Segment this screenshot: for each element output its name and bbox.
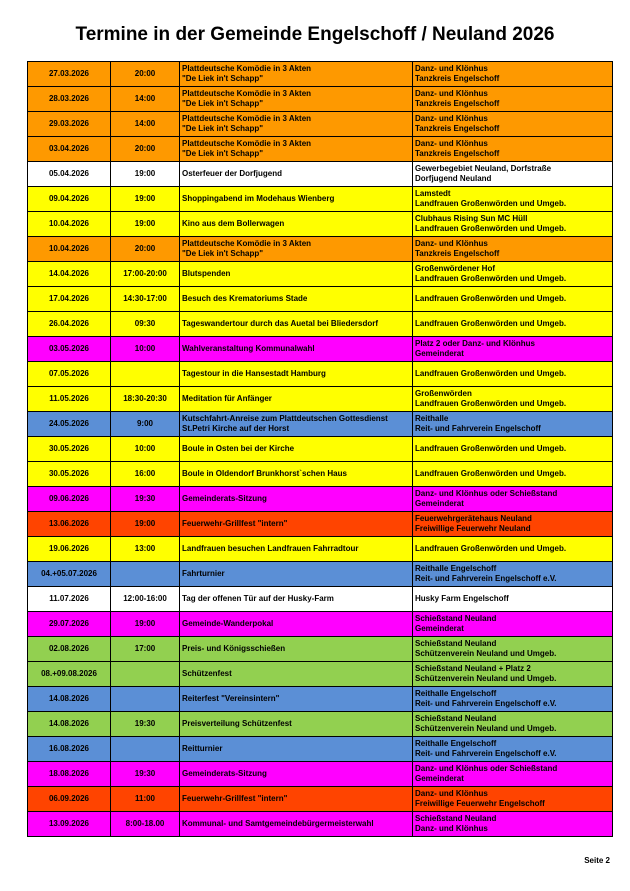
event-time: 20:00: [111, 62, 180, 87]
event-time: 16:00: [111, 462, 180, 487]
event-row: [28, 187, 613, 212]
event-place: [413, 387, 613, 412]
event-time: [111, 562, 180, 587]
event-title: [180, 62, 413, 87]
event-title: [180, 587, 413, 612]
event-place-line: Landfrauen Großenwörden und Umgeb.: [415, 294, 567, 303]
event-title-line: St.Petri Kirche auf der Horst: [182, 424, 290, 433]
event-place-line: Gewerbegebiet Neuland, Dorfstraße: [415, 164, 552, 173]
event-title-line: Plattdeutsche Komödie in 3 Akten: [182, 89, 312, 98]
event-place-line: Großenwördener Hof: [415, 264, 496, 273]
event-time: 13:00: [111, 537, 180, 562]
event-date: 11.07.2026: [28, 587, 111, 612]
event-place: [413, 437, 613, 462]
event-title-line: "De Liek in't Schapp": [182, 74, 264, 83]
event-place-line: Reit- und Fahrverein Engelschoff: [415, 424, 541, 433]
event-time: 8:00-18.00: [111, 812, 180, 837]
event-place: [413, 787, 613, 812]
event-row: [28, 487, 613, 512]
event-title: [180, 412, 413, 437]
event-row: [28, 687, 613, 712]
event-place: [413, 487, 613, 512]
event-time: [111, 687, 180, 712]
page-title: Termine in der Gemeinde Engelschoff / Neuland 2026: [75, 24, 555, 45]
event-place: [413, 162, 613, 187]
event-place: [413, 562, 613, 587]
event-title: [180, 312, 413, 337]
event-place: [413, 737, 613, 762]
event-title-line: Besuch des Krematoriums Stade: [182, 294, 308, 303]
event-title-line: Boule in Osten bei der Kirche: [182, 444, 295, 453]
event-place: [413, 337, 613, 362]
event-date: 07.05.2026: [28, 362, 111, 387]
event-time: 19:00: [111, 612, 180, 637]
event-title: [180, 512, 413, 537]
event-title-line: Plattdeutsche Komödie in 3 Akten: [182, 114, 312, 123]
event-title: [180, 737, 413, 762]
event-place-line: Tanzkreis Engelschoff: [415, 124, 500, 133]
event-row: [28, 587, 613, 612]
event-place: [413, 537, 613, 562]
event-time: 14:00: [111, 112, 180, 137]
event-date: 14.08.2026: [28, 687, 111, 712]
event-date: 29.03.2026: [28, 112, 111, 137]
event-title-line: "De Liek in't Schapp": [182, 99, 264, 108]
event-place-line: Dorfjugend Neuland: [415, 174, 492, 183]
event-place: [413, 637, 613, 662]
event-time: 10:00: [111, 437, 180, 462]
event-title-line: Kommunal- und Samtgemeindebürgermeisterwahl: [182, 819, 374, 828]
event-place: [413, 612, 613, 637]
event-title: [180, 562, 413, 587]
event-place-line: Tanzkreis Engelschoff: [415, 249, 500, 258]
page-number: Seite 2: [584, 856, 610, 865]
event-place-line: Landfrauen Großenwörden und Umgeb.: [415, 469, 567, 478]
event-row: [28, 237, 613, 262]
event-place: [413, 587, 613, 612]
event-place-line: Tanzkreis Engelschoff: [415, 99, 500, 108]
event-place: [413, 87, 613, 112]
event-place-line: Danz- und Klönhus: [415, 114, 488, 123]
event-place: [413, 687, 613, 712]
event-place-line: Reit- und Fahrverein Engelschoff e.V.: [415, 749, 557, 758]
event-date: 14.08.2026: [28, 712, 111, 737]
event-row: [28, 337, 613, 362]
event-row: [28, 112, 613, 137]
event-time: 20:00: [111, 137, 180, 162]
event-place-line: Großenwörden: [415, 389, 472, 398]
event-row: [28, 637, 613, 662]
event-row: [28, 437, 613, 462]
event-title: [180, 87, 413, 112]
event-time: [111, 737, 180, 762]
event-title: [180, 712, 413, 737]
event-time: 9:00: [111, 412, 180, 437]
event-title-line: Gemeinderats-Sitzung: [182, 769, 267, 778]
event-place-line: Schießstand Neuland: [415, 639, 497, 648]
event-place-line: Platz 2 oder Danz- und Klönhus: [415, 339, 536, 348]
event-date: 04.+05.07.2026: [28, 562, 111, 587]
event-place: [413, 212, 613, 237]
event-title-line: Schützenfest: [182, 669, 232, 678]
event-title: [180, 687, 413, 712]
event-row: [28, 87, 613, 112]
event-time: 14:30-17:00: [111, 287, 180, 312]
event-date: 09.06.2026: [28, 487, 111, 512]
event-place-line: Landfrauen Großenwörden und Umgeb.: [415, 199, 567, 208]
event-time: 10:00: [111, 337, 180, 362]
event-row: [28, 212, 613, 237]
event-place: [413, 462, 613, 487]
event-date: 03.05.2026: [28, 337, 111, 362]
event-title-line: Blutspenden: [182, 269, 231, 278]
event-row: [28, 462, 613, 487]
event-place-line: Landfrauen Großenwörden und Umgeb.: [415, 544, 567, 553]
event-place-line: Schießstand Neuland + Platz 2: [415, 664, 531, 673]
event-title: [180, 637, 413, 662]
event-row: [28, 162, 613, 187]
event-title: [180, 212, 413, 237]
event-place-line: Landfrauen Großenwörden und Umgeb.: [415, 224, 567, 233]
event-title: [180, 762, 413, 787]
event-place-line: Reithalle Engelschoff: [415, 689, 497, 698]
event-place-line: Schützenverein Neuland und Umgeb.: [415, 649, 557, 658]
event-place-line: Schützenverein Neuland und Umgeb.: [415, 674, 557, 683]
event-date: 14.04.2026: [28, 262, 111, 287]
event-title-line: Plattdeutsche Komödie in 3 Akten: [182, 139, 312, 148]
event-time: 19:30: [111, 712, 180, 737]
event-place: [413, 362, 613, 387]
event-place-line: Freiwillige Feuerwehr Neuland: [415, 524, 531, 533]
event-place-line: Feuerwehrgerätehaus Neuland: [415, 514, 532, 523]
event-row: [28, 762, 613, 787]
event-place-line: Landfrauen Großenwörden und Umgeb.: [415, 444, 567, 453]
event-date: 30.05.2026: [28, 437, 111, 462]
event-place-line: Reit- und Fahrverein Engelschoff e.V.: [415, 699, 557, 708]
event-place-line: Danz- und Klönhus oder Schießstand: [415, 489, 558, 498]
event-place-line: Danz- und Klönhus: [415, 139, 488, 148]
event-title-line: Preis- und Königsschießen: [182, 644, 286, 653]
events-table: [27, 61, 613, 837]
event-place: [413, 237, 613, 262]
event-date: 29.07.2026: [28, 612, 111, 637]
event-place-line: Schießstand Neuland: [415, 814, 497, 823]
event-row: [28, 387, 613, 412]
event-title-line: Landfrauen besuchen Landfrauen Fahrradtour: [182, 544, 359, 553]
event-date: 08.+09.08.2026: [28, 662, 111, 687]
event-row: [28, 262, 613, 287]
event-row: [28, 312, 613, 337]
event-title-line: Plattdeutsche Komödie in 3 Akten: [182, 239, 312, 248]
event-title: [180, 112, 413, 137]
event-title-line: Tagestour in die Hansestadt Hamburg: [182, 369, 326, 378]
event-title: [180, 387, 413, 412]
event-place: [413, 62, 613, 87]
event-title-line: Meditation für Anfänger: [182, 394, 272, 403]
event-place-line: Lamstedt: [415, 189, 451, 198]
event-row: [28, 562, 613, 587]
event-place: [413, 662, 613, 687]
event-place-line: Reithalle Engelschoff: [415, 739, 497, 748]
event-row: [28, 412, 613, 437]
event-date: 28.03.2026: [28, 87, 111, 112]
event-date: 16.08.2026: [28, 737, 111, 762]
event-row: [28, 512, 613, 537]
event-row: [28, 812, 613, 837]
event-title-line: Kino aus dem Bollerwagen: [182, 219, 285, 228]
event-title-line: Tag der offenen Tür auf der Husky-Farm: [182, 594, 334, 603]
event-date: 02.08.2026: [28, 637, 111, 662]
event-row: [28, 712, 613, 737]
event-place: [413, 287, 613, 312]
event-place-line: Schützenverein Neuland und Umgeb.: [415, 724, 557, 733]
event-title-line: "De Liek in't Schapp": [182, 124, 264, 133]
event-place-line: Freiwillige Feuerwehr Engelschoff: [415, 799, 545, 808]
event-place-line: Danz- und Klönhus: [415, 789, 488, 798]
event-place-line: Danz- und Klönhus oder Schießstand: [415, 764, 558, 773]
event-date: 13.06.2026: [28, 512, 111, 537]
event-place-line: Reit- und Fahrverein Engelschoff e.V.: [415, 574, 557, 583]
event-place-line: Danz- und Klönhus: [415, 239, 488, 248]
event-title-line: "De Liek in't Schapp": [182, 149, 264, 158]
event-title: [180, 337, 413, 362]
event-place-line: Gemeinderat: [415, 499, 464, 508]
event-title-line: Gemeinde-Wanderpokal: [182, 619, 274, 628]
event-row: [28, 362, 613, 387]
event-place-line: Landfrauen Großenwörden und Umgeb.: [415, 399, 567, 408]
event-row: [28, 62, 613, 87]
event-place-line: Reithalle Engelschoff: [415, 564, 497, 573]
event-date: 05.04.2026: [28, 162, 111, 187]
event-place-line: Landfrauen Großenwörden und Umgeb.: [415, 369, 567, 378]
event-time: 19:00: [111, 212, 180, 237]
event-title-line: Preisverteilung Schützenfest: [182, 719, 292, 728]
event-time: 12:00-16:00: [111, 587, 180, 612]
event-date: 19.06.2026: [28, 537, 111, 562]
event-title: [180, 262, 413, 287]
event-time: [111, 362, 180, 387]
event-place: [413, 412, 613, 437]
event-title: [180, 537, 413, 562]
event-date: 06.09.2026: [28, 787, 111, 812]
event-time: 11:00: [111, 787, 180, 812]
event-title: [180, 787, 413, 812]
event-date: 03.04.2026: [28, 137, 111, 162]
event-time: 19:00: [111, 162, 180, 187]
event-time: [111, 662, 180, 687]
event-place-line: Landfrauen Großenwörden und Umgeb.: [415, 319, 567, 328]
event-time: 19:00: [111, 187, 180, 212]
event-title: [180, 137, 413, 162]
event-place-line: Landfrauen Großenwörden und Umgeb.: [415, 274, 567, 283]
event-time: 20:00: [111, 237, 180, 262]
event-title: [180, 362, 413, 387]
event-place: [413, 187, 613, 212]
event-date: 13.09.2026: [28, 812, 111, 837]
event-time: 14:00: [111, 87, 180, 112]
event-place-line: Schießstand Neuland: [415, 714, 497, 723]
event-time: 17:00-20:00: [111, 262, 180, 287]
event-title: [180, 812, 413, 837]
event-title-line: Feuerwehr-Grillfest "intern": [182, 519, 288, 528]
event-place: [413, 112, 613, 137]
event-place-line: Danz- und Klönhus: [415, 824, 488, 833]
event-place-line: Tanzkreis Engelschoff: [415, 149, 500, 158]
event-time: 09:30: [111, 312, 180, 337]
event-row: [28, 287, 613, 312]
event-date: 11.05.2026: [28, 387, 111, 412]
event-title-line: Feuerwehr-Grillfest "intern": [182, 794, 288, 803]
event-row: [28, 737, 613, 762]
event-date: 27.03.2026: [28, 62, 111, 87]
event-place-line: Danz- und Klönhus: [415, 89, 488, 98]
event-title: [180, 287, 413, 312]
event-title: [180, 162, 413, 187]
event-title-line: Shoppingabend im Modehaus Wienberg: [182, 194, 335, 203]
event-date: 26.04.2026: [28, 312, 111, 337]
event-title: [180, 187, 413, 212]
event-title-line: Reitturnier: [182, 744, 223, 753]
event-title: [180, 612, 413, 637]
event-row: [28, 662, 613, 687]
event-place-line: Tanzkreis Engelschoff: [415, 74, 500, 83]
event-title-line: Tageswandertour durch das Auetal bei Bliedersdorf: [182, 319, 379, 328]
event-place: [413, 262, 613, 287]
event-row: [28, 137, 613, 162]
event-title-line: Fahrturnier: [182, 569, 225, 578]
event-place-line: Clubhaus Rising Sun MC Hüll: [415, 214, 528, 223]
event-title-line: "De Liek in't Schapp": [182, 249, 264, 258]
event-title: [180, 487, 413, 512]
event-date: 09.04.2026: [28, 187, 111, 212]
events-table-body: [28, 62, 613, 837]
event-title-line: Kutschfahrt-Anreise zum Plattdeutschen Gottesdienst: [182, 414, 388, 423]
event-place-line: Schießstand Neuland: [415, 614, 497, 623]
event-title-line: Reiterfest "Vereinsintern": [182, 694, 280, 703]
event-time: 18:30-20:30: [111, 387, 180, 412]
event-title-line: Osterfeuer der Dorfjugend: [182, 169, 283, 178]
event-title: [180, 462, 413, 487]
event-title: [180, 237, 413, 262]
event-date: 18.08.2026: [28, 762, 111, 787]
event-place: [413, 512, 613, 537]
event-title-line: Gemeinderats-Sitzung: [182, 494, 267, 503]
event-title: [180, 662, 413, 687]
event-place-line: Husky Farm Engelschoff: [415, 594, 509, 603]
event-place-line: Reithalle: [415, 414, 449, 423]
event-title-line: Wahlveranstaltung Kommunalwahl: [182, 344, 315, 353]
event-place: [413, 762, 613, 787]
event-date: 10.04.2026: [28, 212, 111, 237]
event-time: 19:00: [111, 512, 180, 537]
event-title: [180, 437, 413, 462]
event-title-line: Plattdeutsche Komödie in 3 Akten: [182, 64, 312, 73]
event-time: 17:00: [111, 637, 180, 662]
event-date: 30.05.2026: [28, 462, 111, 487]
event-title-line: Boule in Oldendorf Brunkhorst`schen Haus: [182, 469, 347, 478]
event-date: 17.04.2026: [28, 287, 111, 312]
event-place-line: Danz- und Klönhus: [415, 64, 488, 73]
event-place-line: Gemeinderat: [415, 349, 464, 358]
event-row: [28, 612, 613, 637]
event-time: 19:30: [111, 762, 180, 787]
event-place: [413, 312, 613, 337]
event-place: [413, 137, 613, 162]
event-row: [28, 537, 613, 562]
event-place-line: Gemeinderat: [415, 774, 464, 783]
event-row: [28, 787, 613, 812]
event-place-line: Gemeinderat: [415, 624, 464, 633]
event-place: [413, 712, 613, 737]
event-time: 19:30: [111, 487, 180, 512]
event-date: 10.04.2026: [28, 237, 111, 262]
event-date: 24.05.2026: [28, 412, 111, 437]
event-place: [413, 812, 613, 837]
